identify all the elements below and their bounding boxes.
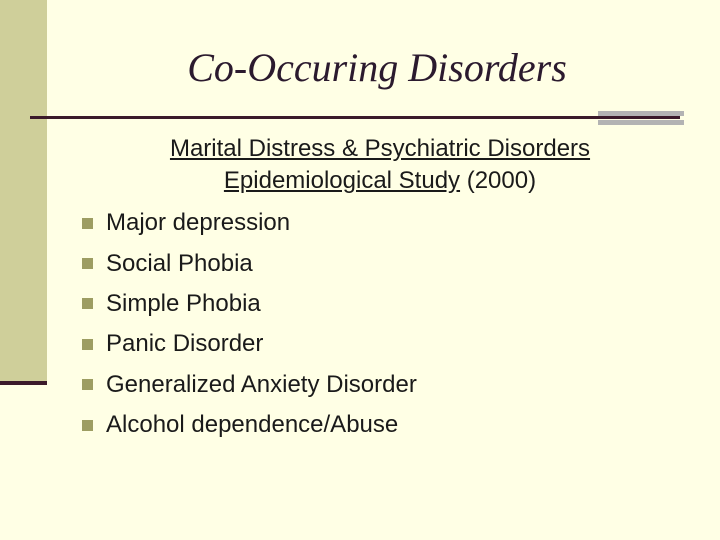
left-decorative-band bbox=[0, 0, 47, 384]
list-item bbox=[82, 405, 417, 445]
title-divider-accent-top bbox=[598, 111, 684, 116]
subtitle-line-1: Marital Distress & Psychiatric Disorders bbox=[169, 135, 591, 162]
square-bullet-icon bbox=[82, 298, 93, 309]
list-item bbox=[82, 243, 417, 283]
square-bullet-icon bbox=[82, 258, 93, 269]
title-divider-accent-bottom bbox=[598, 120, 684, 125]
square-bullet-icon bbox=[82, 218, 93, 229]
square-bullet-icon bbox=[82, 379, 93, 390]
list-item bbox=[82, 284, 417, 324]
subtitle-study-name: Epidemiological Study bbox=[223, 167, 461, 194]
list-item-label: Generalized Anxiety Disorder bbox=[106, 370, 417, 398]
square-bullet-icon bbox=[82, 420, 93, 431]
list-item-label: Alcohol dependence/Abuse bbox=[106, 411, 399, 439]
subtitle-line-2 bbox=[90, 165, 670, 197]
left-accent-line bbox=[0, 381, 47, 385]
subtitle-year: (2000) bbox=[460, 167, 537, 194]
list-item-label: Simple Phobia bbox=[106, 289, 261, 317]
square-bullet-icon bbox=[82, 339, 93, 350]
list-item-label: Major depression bbox=[106, 209, 291, 237]
list-item bbox=[82, 203, 417, 243]
list-item bbox=[82, 365, 417, 405]
slide-subtitle bbox=[90, 133, 670, 197]
list-item-label: Social Phobia bbox=[106, 249, 253, 277]
list-item-label: Panic Disorder bbox=[106, 330, 264, 358]
title-divider bbox=[30, 116, 680, 119]
slide-title: Co-Occuring Disorders bbox=[187, 45, 567, 90]
disorder-list bbox=[82, 203, 417, 445]
list-item bbox=[82, 324, 417, 364]
